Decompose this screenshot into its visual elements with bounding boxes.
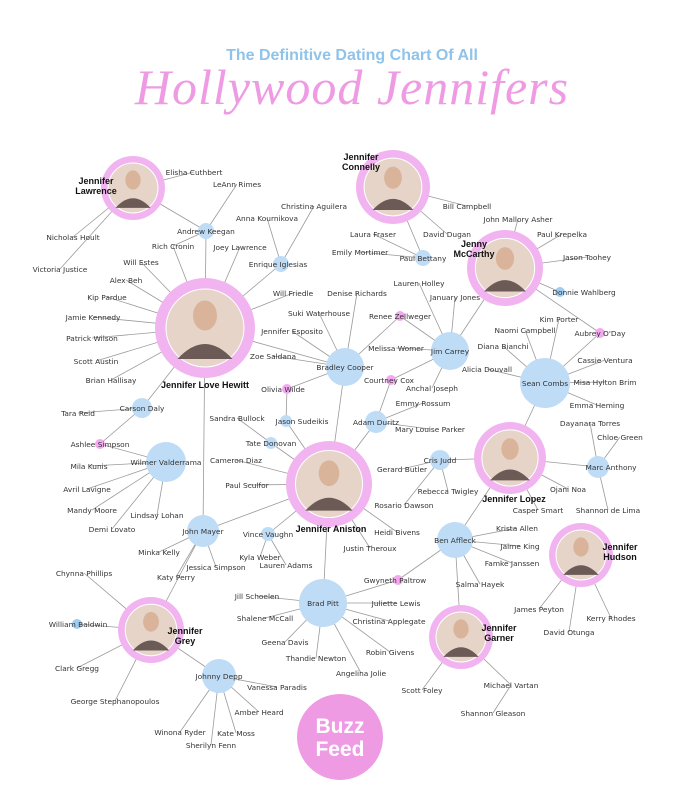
person-label-winona[interactable]: Winona Ryder bbox=[154, 728, 206, 737]
person-label-famke[interactable]: Famke Janssen bbox=[484, 559, 540, 568]
hub-label-adam[interactable]: Adam Duritz bbox=[353, 418, 399, 427]
person-label-mandy[interactable]: Mandy Moore bbox=[67, 506, 117, 515]
person-label-jills[interactable]: Jill Schoelen bbox=[234, 592, 280, 601]
person-label-paulk[interactable]: Paul Krepelka bbox=[537, 230, 587, 239]
person-label-krista[interactable]: Krista Allen bbox=[496, 524, 538, 533]
person-label-kip[interactable]: Kip Pardue bbox=[87, 293, 127, 302]
person-label-suki[interactable]: Suki Waterhouse bbox=[287, 309, 351, 318]
person-label-jaime[interactable]: Jaime King bbox=[500, 542, 540, 551]
person-label-rebecca[interactable]: Rebecca Twigley bbox=[417, 487, 479, 496]
person-label-dayanara[interactable]: Dayanara Torres bbox=[559, 419, 621, 428]
portrait-face bbox=[384, 167, 402, 189]
hub-label-donnie[interactable]: Donnie Wahlberg bbox=[552, 288, 616, 297]
person-label-laurenh[interactable]: Lauren Holley bbox=[393, 279, 445, 288]
person-label-juliette[interactable]: Juliette Lewis bbox=[371, 599, 421, 608]
buzzfeed-logo[interactable] bbox=[297, 694, 383, 780]
person-label-lindsay[interactable]: Lindsay Lohan bbox=[130, 511, 184, 520]
hub-label-carson[interactable]: Carson Daly bbox=[119, 404, 165, 413]
person-label-laurena[interactable]: Lauren Adams bbox=[259, 561, 313, 570]
person-label-sherilyn[interactable]: Sherilyn Fenn bbox=[185, 741, 237, 750]
person-label-brian[interactable]: Brian Hallisay bbox=[85, 376, 137, 385]
person-label-thandie[interactable]: Thandie Newton bbox=[285, 654, 347, 663]
person-label-diana[interactable]: Diana Bianchi bbox=[477, 342, 529, 351]
hub-label-olivia[interactable]: Olivia Wilde bbox=[261, 385, 305, 394]
hub-label-aubrey[interactable]: Aubrey O'Day bbox=[574, 329, 626, 338]
person-label-anchal[interactable]: Anchal Joseph bbox=[406, 384, 458, 393]
person-label-leann[interactable]: LeAnn Rimes bbox=[212, 180, 262, 189]
portrait-face bbox=[453, 619, 468, 638]
person-label-geena[interactable]: Geena Davis bbox=[261, 638, 309, 647]
hub-label-wilmer[interactable]: Wilmer Valderrama bbox=[130, 458, 202, 467]
person-label-maryl[interactable]: Mary Louise Parker bbox=[395, 425, 465, 434]
person-label-nicholas[interactable]: Nicholas Hoult bbox=[46, 233, 100, 242]
person-label-alexbeh[interactable]: Alex Beh bbox=[109, 276, 143, 285]
hub-label-cris[interactable]: Cris Judd bbox=[423, 456, 457, 465]
hub-label-depp[interactable]: Johnny Depp bbox=[195, 672, 243, 681]
person-label-demi[interactable]: Demi Lovato bbox=[88, 525, 136, 534]
person-label-robin[interactable]: Robin Givens bbox=[365, 648, 415, 657]
person-label-billc[interactable]: Bill Campbell bbox=[442, 202, 492, 211]
person-label-christina_ap[interactable]: Christina Applegate bbox=[352, 617, 426, 626]
person-label-pauls[interactable]: Paul Sculfor bbox=[225, 481, 269, 490]
jennifer-label-jcon[interactable]: Jennifer Connelly bbox=[341, 152, 381, 172]
logo-line-1: Buzz bbox=[315, 715, 365, 738]
hub-label-john[interactable]: John Mayer bbox=[182, 527, 224, 536]
hub-label-andrew[interactable]: Andrew Keegan bbox=[177, 227, 235, 236]
person-label-jamesp[interactable]: James Peyton bbox=[514, 605, 564, 614]
person-label-kyla[interactable]: Kyla Weber bbox=[239, 553, 281, 562]
hub-label-vince[interactable]: Vince Vaughn bbox=[242, 530, 294, 539]
person-label-emmyr[interactable]: Emmy Rossum bbox=[395, 399, 451, 408]
person-label-shannong[interactable]: Shannon Gleason bbox=[460, 709, 526, 718]
person-label-naomi[interactable]: Naomi Campbell bbox=[494, 326, 556, 335]
person-label-kimp[interactable]: Kim Porter bbox=[539, 315, 579, 324]
person-label-heidi[interactable]: Heidi Bivens bbox=[374, 528, 420, 537]
person-label-gerard[interactable]: Gerard Butler bbox=[376, 465, 428, 474]
jennifer-label-jhud[interactable]: Jennifer Hudson bbox=[602, 542, 638, 562]
person-label-scott[interactable]: Scott Austin bbox=[73, 357, 119, 366]
person-label-cassie[interactable]: Cassie Ventura bbox=[577, 356, 633, 365]
hub-label-tate[interactable]: Tate Donovan bbox=[245, 439, 297, 448]
person-label-jamiek[interactable]: Jamie Kennedy bbox=[65, 313, 121, 322]
jennifer-label-jgrey[interactable]: Jennifer Grey bbox=[167, 626, 203, 646]
hub-label-ben[interactable]: Ben Affleck bbox=[434, 536, 476, 545]
person-label-johnma[interactable]: John Mallory Asher bbox=[483, 215, 553, 224]
portrait-face bbox=[573, 537, 588, 556]
person-label-katy[interactable]: Katy Perry bbox=[157, 573, 195, 582]
jennifer-label-jlo[interactable]: Jennifer Lopez bbox=[482, 494, 546, 504]
person-label-shannondl[interactable]: Shannon de Lima bbox=[575, 506, 641, 515]
hub-label-marc[interactable]: Marc Anthony bbox=[585, 463, 637, 472]
person-label-emmah[interactable]: Emma Heming bbox=[569, 401, 625, 410]
person-label-scottf[interactable]: Scott Foley bbox=[401, 686, 443, 695]
person-label-alicia[interactable]: Alicia Douvall bbox=[461, 365, 513, 374]
portrait-face bbox=[496, 247, 514, 270]
jennifer-label-jlaw[interactable]: Jennifer Lawrence bbox=[75, 176, 117, 196]
person-label-anna[interactable]: Anna Kournikova bbox=[235, 214, 299, 223]
portrait-face bbox=[501, 438, 518, 460]
hub-label-renee[interactable]: Renee Zellweger bbox=[368, 312, 432, 321]
person-label-clark[interactable]: Clark Gregg bbox=[55, 664, 99, 673]
person-label-emilym[interactable]: Emily Mortimer bbox=[331, 248, 389, 257]
person-label-chloe[interactable]: Chloe Green bbox=[597, 433, 643, 442]
person-label-george[interactable]: George Stephanopoulos bbox=[70, 697, 160, 706]
logo-line-2: Feed bbox=[315, 738, 365, 761]
hub-label-courtney[interactable]: Courtney Cox bbox=[363, 376, 415, 385]
jennifer-label-jlh[interactable]: Jennifer Love Hewitt bbox=[160, 380, 250, 390]
person-label-shalene[interactable]: Shalene McCall bbox=[236, 614, 294, 623]
hub-label-ashlee[interactable]: Ashlee Simpson bbox=[70, 440, 130, 449]
person-label-tara[interactable]: Tara Reid bbox=[61, 409, 95, 418]
person-label-joey[interactable]: Joey Lawrence bbox=[213, 243, 267, 252]
person-label-misa[interactable]: Misa Hylton Brim bbox=[573, 378, 637, 387]
person-label-kate[interactable]: Kate Moss bbox=[217, 729, 255, 738]
person-label-jessica[interactable]: Jessica Simpson bbox=[186, 563, 246, 572]
person-label-davido[interactable]: David Otunga bbox=[543, 628, 595, 637]
person-label-elisha[interactable]: Elisha Cuthbert bbox=[165, 168, 223, 177]
person-label-willfriedle[interactable]: Will Friedle bbox=[272, 289, 314, 298]
portrait-face bbox=[319, 460, 340, 486]
hub-label-paul[interactable]: Paul Bettany bbox=[399, 254, 447, 263]
jennifer-label-jani[interactable]: Jennifer Aniston bbox=[295, 524, 367, 534]
hub-label-jim[interactable]: Jim Carrey bbox=[430, 347, 470, 356]
edge-andrew-leann bbox=[206, 184, 237, 231]
person-label-melissa[interactable]: Melissa Womer bbox=[368, 344, 424, 353]
person-label-chynna[interactable]: Chynna Phillips bbox=[55, 569, 113, 578]
person-label-victoria[interactable]: Victoria Justice bbox=[32, 265, 88, 274]
person-label-denise[interactable]: Denise Richards bbox=[327, 289, 387, 298]
jennifer-node-jlo[interactable] bbox=[474, 422, 546, 494]
person-label-jasont[interactable]: Jason Toohey bbox=[562, 253, 612, 262]
person-label-angelina[interactable]: Angelina Jolie bbox=[335, 669, 387, 678]
person-label-christina_ag[interactable]: Christina Aguilera bbox=[281, 202, 347, 211]
portrait-face bbox=[193, 301, 217, 331]
person-label-rich[interactable]: Rich Cronin bbox=[151, 242, 195, 251]
portrait-face bbox=[143, 612, 159, 632]
person-label-jesposito[interactable]: Jennifer Esposito bbox=[261, 327, 323, 336]
person-label-michaelv[interactable]: Michael Vartan bbox=[483, 681, 539, 690]
hub-label-gwyneth[interactable]: Gwyneth Paltrow bbox=[363, 576, 427, 585]
hub-label-enrique[interactable]: Enrique Iglesias bbox=[248, 260, 308, 269]
jennifer-label-jmcc[interactable]: Jenny McCarthy bbox=[453, 239, 495, 259]
person-label-ojani[interactable]: Ojani Noa bbox=[549, 485, 587, 494]
person-label-zoe[interactable]: Zoe Saldana bbox=[249, 352, 297, 361]
person-label-mila[interactable]: Mila Kunis bbox=[70, 462, 108, 471]
person-label-kerry[interactable]: Kerry Rhodes bbox=[586, 614, 636, 623]
hub-label-william[interactable]: William Baldwin bbox=[48, 620, 108, 629]
person-label-justin[interactable]: Justin Theroux bbox=[343, 544, 397, 553]
person-label-patrick[interactable]: Patrick Wilson bbox=[66, 334, 118, 343]
chart-title: Hollywood Jennifers bbox=[134, 59, 570, 115]
person-label-vanessa[interactable]: Vanessa Paradis bbox=[247, 683, 307, 692]
person-label-casper[interactable]: Casper Smart bbox=[512, 506, 564, 515]
person-label-lauraf[interactable]: Laura Fraser bbox=[350, 230, 396, 239]
person-label-avril[interactable]: Avril Lavigne bbox=[63, 485, 111, 494]
person-label-january[interactable]: January Jones bbox=[429, 293, 481, 302]
person-label-salma[interactable]: Salma Hayek bbox=[455, 580, 505, 589]
hub-label-brad[interactable]: Brad Pitt bbox=[307, 599, 339, 608]
hub-label-sean[interactable]: Sean Combs bbox=[521, 379, 569, 388]
person-label-amber[interactable]: Amber Heard bbox=[234, 708, 284, 717]
jennifer-node-jani[interactable] bbox=[286, 441, 372, 527]
person-label-minka[interactable]: Minka Kelly bbox=[138, 548, 180, 557]
person-label-sandra[interactable]: Sandra Bullock bbox=[209, 414, 265, 423]
jennifer-node-jlh[interactable] bbox=[155, 278, 255, 378]
person-label-davidd[interactable]: David Dugan bbox=[423, 230, 471, 239]
jennifer-label-jgar[interactable]: Jennifer Garner bbox=[481, 623, 517, 643]
chart-subtitle: The Definitive Dating Chart Of All bbox=[226, 47, 478, 64]
person-label-rosario[interactable]: Rosario Dawson bbox=[374, 501, 434, 510]
person-label-willestes[interactable]: Will Estes bbox=[123, 258, 159, 267]
hub-label-jason[interactable]: Jason Sudeikis bbox=[275, 417, 329, 426]
portrait-face bbox=[125, 170, 140, 189]
hub-label-bradley[interactable]: Bradley Cooper bbox=[316, 363, 374, 372]
person-label-cameron[interactable]: Cameron Diaz bbox=[209, 456, 263, 465]
